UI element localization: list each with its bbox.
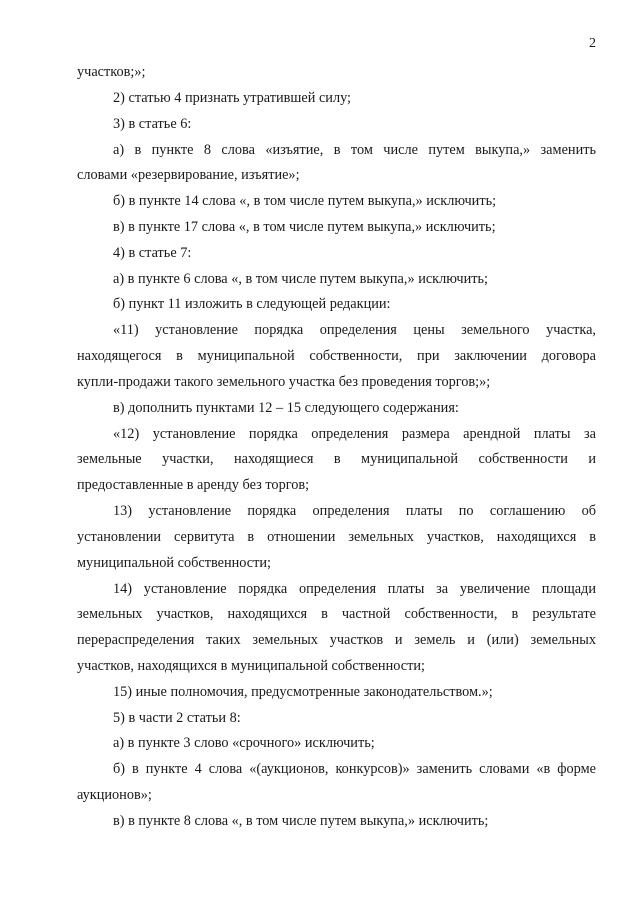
text-line: земельные участки, находящиеся в муниципальной собственности и <box>77 451 596 467</box>
text-line: купли-продажи такого земельного участка без проведения торгов;»; <box>77 374 491 390</box>
text-line: установлении сервитута в отношении земельных участков, находящихся в <box>77 529 596 545</box>
text-line: 2) статью 4 признать утратившей силу; <box>113 90 352 106</box>
text-line: находящегося в муниципальной собственности, при заключении договора <box>77 348 596 364</box>
text-line: перераспределения таких земельных участков и земель и (или) земельных <box>77 632 596 648</box>
text-line: земельных участков, находящихся в частной собственности, в результате <box>77 606 596 622</box>
text-line: 15) иные полномочия, предусмотренные законодательством.»; <box>113 684 493 700</box>
text-line: в) в пункте 17 слова «, в том числе путем выкупа,» исключить; <box>113 219 496 235</box>
text-line: аукционов»; <box>77 787 152 803</box>
text-line: а) в пункте 8 слова «изъятие, в том числе путем выкупа,» заменить <box>113 142 596 158</box>
text-line: словами «резервирование, изъятие»; <box>77 167 300 183</box>
text-line: участков, находящихся в муниципальной собственности; <box>77 658 425 674</box>
page-number: 2 <box>589 36 596 51</box>
text-line: «11) установление порядка определения цены земельного участка, <box>113 322 596 338</box>
text-line: 3) в статье 6: <box>113 116 192 132</box>
text-line: в) дополнить пунктами 12 – 15 следующего содержания: <box>113 400 459 416</box>
text-line: 14) установление порядка определения платы за увеличение площади <box>113 581 596 597</box>
text-line: а) в пункте 6 слова «, в том числе путем выкупа,» исключить; <box>113 271 488 287</box>
text-line: б) в пункте 4 слова «(аукционов, конкурсов)» заменить словами «в форме <box>113 761 596 777</box>
text-line: 5) в части 2 статьи 8: <box>113 710 241 726</box>
text-line: муниципальной собственности; <box>77 555 271 571</box>
text-line: б) пункт 11 изложить в следующей редакции: <box>113 296 391 312</box>
text-line: предоставленные в аренду без торгов; <box>77 477 310 493</box>
text-line: 13) установление порядка определения платы по соглашению об <box>113 503 596 519</box>
text-line: 4) в статье 7: <box>113 245 192 261</box>
text-line: участков;»; <box>77 64 146 80</box>
text-line: «12) установление порядка определения размера арендной платы за <box>113 426 596 442</box>
text-line: в) в пункте 8 слова «, в том числе путем выкупа,» исключить; <box>113 813 489 829</box>
text-line: б) в пункте 14 слова «, в том числе путем выкупа,» исключить; <box>113 193 497 209</box>
text-line: а) в пункте 3 слово «срочного» исключить; <box>113 735 375 751</box>
